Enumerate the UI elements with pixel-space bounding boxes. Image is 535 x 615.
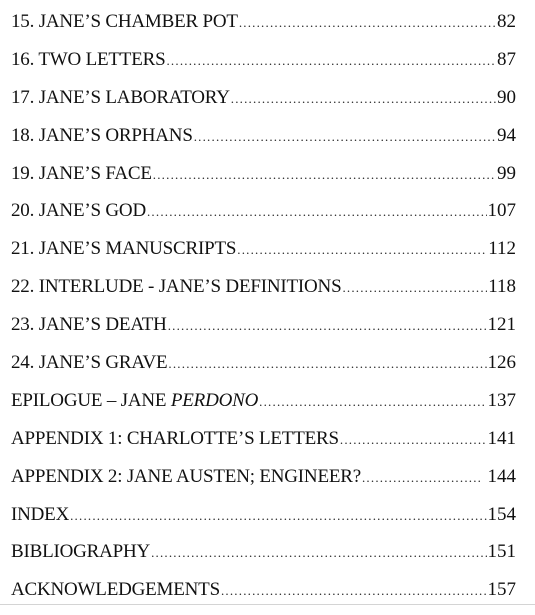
dot-leader [231, 80, 496, 118]
page-bottom-divider [0, 604, 535, 605]
toc-entry-title [11, 344, 167, 382]
toc-entry-title [11, 420, 339, 458]
toc-entry-label: APPENDIX 1: CHARLOTTE’S LETTERS [11, 427, 339, 449]
toc-entry-label: INDEX [11, 503, 70, 525]
toc-entry-index [11, 496, 516, 534]
dot-leader [151, 534, 486, 572]
toc-entry-page: 126 [487, 352, 516, 374]
toc-entry-title [11, 533, 150, 571]
toc-entry-bibliography [11, 533, 516, 571]
toc-entry-page: 154 [487, 503, 516, 525]
dot-leader [340, 421, 487, 459]
toc-entry-page: 90 [497, 86, 516, 108]
toc-entry-page: 144 [482, 465, 516, 487]
toc-entry-appendix-2 [11, 458, 516, 496]
toc-entry-label: TWO LETTERS [38, 48, 166, 70]
toc-entry-label: JANE’S MANUSCRIPTS [38, 238, 237, 260]
toc-entry-title [11, 3, 238, 41]
toc-entry-jane-laboratory [11, 79, 516, 117]
toc-entry-page: 94 [497, 124, 516, 146]
table-of-contents [11, 3, 516, 609]
toc-entry-label: JANE’S CHAMBER POT [38, 11, 238, 32]
dot-leader [362, 459, 482, 497]
toc-entry-jane-chamber-pot [11, 3, 516, 41]
toc-entry-title [11, 230, 236, 268]
toc-entry-label: BIBLIOGRAPHY [11, 541, 151, 563]
toc-entry-label: EPILOGUE – JANE [11, 389, 171, 411]
toc-entry-page: 137 [487, 389, 516, 411]
toc-entry-jane-grave [11, 344, 516, 382]
toc-entry-label: JANE’S LABORATORY [38, 86, 230, 108]
toc-entry-page: 121 [487, 314, 516, 336]
dot-leader [147, 193, 487, 231]
toc-entry-title [11, 117, 193, 155]
toc-entry-number: 18. [11, 124, 35, 146]
toc-entry-label: JANE’S FACE [38, 162, 152, 184]
dot-leader [237, 231, 487, 269]
toc-entry-title [11, 192, 146, 230]
toc-entry-two-letters [11, 41, 516, 79]
toc-entry-label-italic: PERDONO [170, 389, 259, 411]
toc-entry-title [11, 458, 361, 496]
toc-entry-number: 17. [11, 86, 35, 108]
toc-entry-jane-face [11, 155, 516, 193]
toc-entry-appendix-1 [11, 420, 516, 458]
toc-entry-title [11, 382, 258, 420]
toc-entry-label: APPENDIX 2: JANE AUSTEN; ENGINEER? [11, 465, 361, 487]
dot-leader [70, 497, 486, 535]
dot-leader [168, 345, 486, 383]
toc-entry-page: 118 [488, 276, 516, 298]
toc-entry-number: 19. [11, 162, 35, 184]
toc-entry-number: 16. [11, 48, 35, 70]
toc-entry-epilogue [11, 382, 516, 420]
dot-leader [239, 4, 496, 42]
toc-entry-jane-manuscripts [11, 230, 516, 268]
toc-entry-label: JANE’S GRAVE [38, 352, 168, 374]
toc-entry-label: JANE’S DEATH [38, 314, 167, 336]
toc-entry-number: 22. [11, 276, 35, 298]
toc-entry-label: JANE’S ORPHANS [38, 124, 193, 146]
toc-entry-page: 99 [497, 162, 516, 184]
toc-entry-label: INTERLUDE - JANE’S DEFINITIONS [38, 276, 342, 298]
dot-leader [194, 118, 496, 156]
toc-entry-page: 112 [488, 238, 516, 260]
dot-leader [153, 156, 496, 194]
dot-leader [342, 269, 487, 307]
toc-entry-page: 151 [487, 541, 516, 563]
dot-leader [166, 42, 496, 80]
toc-entry-jane-death [11, 306, 516, 344]
toc-entry-jane-god [11, 192, 516, 230]
toc-entry-page: 87 [497, 48, 516, 70]
toc-entry-label: ACKNOWLEDGEMENTS [11, 579, 220, 601]
toc-entry-page: 141 [487, 427, 516, 449]
toc-entry-page: 157 [487, 579, 516, 601]
toc-entry-label: JANE’S GOD [38, 200, 146, 222]
dot-leader [259, 383, 486, 421]
toc-entry-title [11, 306, 167, 344]
toc-entry-title [11, 268, 341, 306]
toc-entry-number: 15. [11, 11, 35, 32]
dot-leader [168, 307, 487, 345]
toc-entry-title [11, 41, 165, 79]
toc-entry-title [11, 79, 230, 117]
toc-entry-title [11, 155, 152, 193]
toc-entry-number: 23. [11, 314, 35, 336]
toc-entry-jane-orphans [11, 117, 516, 155]
toc-entry-page: 107 [487, 200, 516, 222]
toc-entry-title [11, 496, 69, 534]
toc-entry-page: 82 [497, 11, 516, 32]
toc-entry-number: 24. [11, 352, 35, 374]
toc-entry-number: 20. [11, 200, 35, 222]
toc-entry-interlude-definitions [11, 268, 516, 306]
toc-entry-number: 21. [11, 238, 35, 260]
